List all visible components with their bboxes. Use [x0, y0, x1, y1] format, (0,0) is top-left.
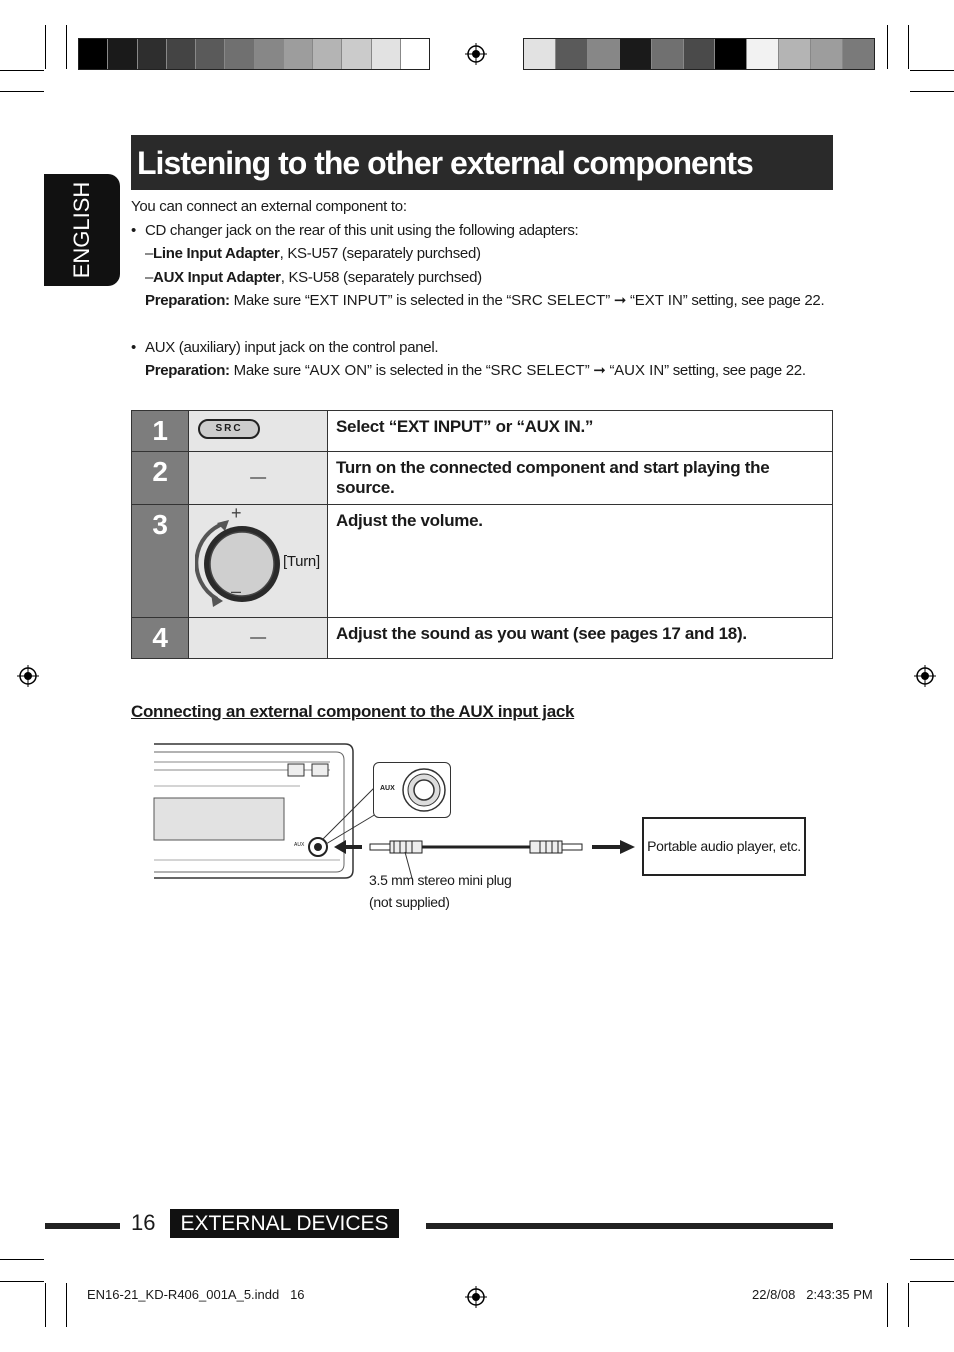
connection-diagram: [150, 740, 820, 920]
color-swatch: [811, 39, 843, 69]
step-image: [189, 452, 328, 505]
empty-dash: —: [250, 469, 266, 486]
preparation-line: [131, 359, 851, 383]
aux-jack-icon: [400, 766, 448, 814]
registration-mark-icon: [465, 43, 487, 65]
plug-caption-line: 3.5 mm stereo mini plug: [369, 872, 512, 888]
intro-bullet: [131, 336, 851, 360]
plug-caption-line: (not supplied): [369, 894, 450, 910]
plug-caption: [369, 869, 512, 913]
crop-mark: [45, 1283, 46, 1327]
prep-text: ” is selected in the “: [367, 362, 491, 379]
callout-lines: [150, 740, 410, 885]
crop-mark: [910, 1281, 954, 1282]
date-imprint: 22/8/08 2:43:35 PM: [752, 1287, 873, 1302]
menu-item: EXT IN: [634, 292, 683, 309]
footer-rule: [45, 1223, 120, 1229]
prep-text: ” is selected in the “: [387, 292, 512, 309]
registration-mark-icon: [17, 665, 39, 687]
registration-mark-icon: [914, 665, 936, 687]
step-number: 3: [132, 505, 189, 618]
arrow-icon: ➞: [613, 292, 627, 309]
footer-rule: [426, 1223, 833, 1229]
src-button-icon: [198, 419, 260, 439]
color-swatch: [372, 39, 401, 69]
step-instruction: Adjust the sound as you want (see pages 17 and 18).: [328, 618, 833, 659]
turn-label: [Turn]: [283, 553, 320, 570]
step-number: 2: [132, 452, 189, 505]
step-row: [132, 505, 833, 618]
portable-player-label: Portable audio player, etc.: [647, 838, 801, 854]
color-swatch: [843, 39, 874, 69]
prep-text: Make sure “: [229, 292, 310, 309]
crop-mark: [910, 91, 954, 92]
file-imprint: EN16-21_KD-R406_001A_5.indd 16: [87, 1287, 305, 1302]
prep-text: ” setting, see page 22.: [682, 292, 825, 309]
color-bar-left: [78, 38, 430, 70]
prep-text: “: [605, 362, 615, 379]
step-image: [189, 505, 328, 618]
color-swatch: [138, 39, 167, 69]
adapter-name: AUX Input Adapter: [153, 268, 281, 286]
plus-mark: +: [231, 503, 242, 523]
color-bar-right: [523, 38, 875, 70]
bullet-dot: •: [131, 338, 136, 356]
intro-block: [131, 195, 851, 383]
intro-lead: You can connect an external component to:: [131, 198, 407, 215]
aux-jack-label: AUX: [380, 785, 395, 792]
color-swatch: [401, 39, 429, 69]
prep-text: ” setting, see page 22.: [664, 362, 806, 379]
step-number: 4: [132, 618, 189, 659]
color-swatch: [747, 39, 779, 69]
step-number: 1: [132, 411, 189, 452]
aux-jack-callout: [373, 762, 451, 818]
crop-mark: [0, 1281, 44, 1282]
crop-mark: [66, 25, 67, 69]
color-swatch: [779, 39, 811, 69]
preparation-label: Preparation:: [145, 292, 230, 309]
section-label: EXTERNAL DEVICES: [170, 1209, 399, 1238]
adapter-info: , KS-U58 (separately purchsed): [280, 268, 482, 286]
color-swatch: [342, 39, 371, 69]
language-tab-label: ENGLISH: [69, 181, 94, 279]
adapter-line: –AUX Input Adapter, KS-U58 (separately purchsed): [145, 268, 482, 286]
step-row: [132, 618, 833, 659]
color-swatch: [79, 39, 108, 69]
steps-table: [131, 410, 833, 659]
arrow-icon: ➞: [593, 362, 606, 379]
crop-mark: [908, 25, 909, 69]
step-instruction: Select “EXT INPUT” or “AUX IN.”: [328, 411, 833, 452]
menu-item: AUX ON: [309, 362, 368, 379]
page-title: Listening to the other external components: [137, 145, 753, 181]
crop-mark: [0, 1259, 44, 1260]
color-swatch: [556, 39, 588, 69]
color-swatch: [313, 39, 342, 69]
crop-mark: [0, 70, 44, 71]
registration-mark-icon: [465, 1286, 487, 1308]
crop-mark: [66, 1283, 67, 1327]
color-swatch: [284, 39, 313, 69]
color-swatch: [715, 39, 747, 69]
color-swatch: [588, 39, 620, 69]
crop-mark: [0, 91, 44, 92]
title-bar: [131, 135, 833, 190]
intro-bullet: [131, 219, 851, 243]
step-row: [132, 411, 833, 452]
prep-text: Make sure “: [229, 362, 310, 379]
crop-mark: [910, 70, 954, 71]
menu-item: AUX IN: [614, 362, 665, 379]
color-swatch: [524, 39, 556, 69]
bullet-text: AUX (auxiliary) input jack on the control panel.: [145, 338, 439, 356]
color-swatch: [684, 39, 716, 69]
color-swatch: [620, 39, 652, 69]
step-instruction: Adjust the volume.: [328, 505, 833, 618]
page-number: 16: [131, 1210, 156, 1235]
color-swatch: [652, 39, 684, 69]
prep-text: “: [626, 292, 635, 309]
section-heading: Connecting an external component to the AUX input jack: [131, 702, 575, 721]
step-instruction: Turn on the connected component and start playing the source.: [328, 452, 833, 505]
portable-player-box: [642, 817, 806, 876]
step-image: [189, 618, 328, 659]
color-swatch: [167, 39, 196, 69]
aux-jack-label-small: AUX: [294, 842, 305, 848]
bullet-dot: •: [131, 221, 136, 239]
empty-dash: —: [250, 629, 266, 646]
step-image: [189, 411, 328, 452]
menu-item: SRC SELECT: [490, 362, 585, 379]
prep-text: ”: [605, 292, 610, 309]
preparation-line: [131, 289, 851, 313]
crop-mark: [45, 25, 46, 69]
minus-mark: –: [231, 581, 241, 601]
preparation-label: Preparation:: [145, 362, 230, 379]
color-swatch: [255, 39, 284, 69]
adapter-info: , KS-U57 (separately purchsed): [279, 245, 481, 262]
crop-mark: [910, 1259, 954, 1260]
language-tab: [44, 174, 120, 286]
color-swatch: [196, 39, 225, 69]
step-row: [132, 452, 833, 505]
crop-mark: [908, 1283, 909, 1327]
crop-mark: [887, 1283, 888, 1327]
cable-plug-icon: [330, 832, 640, 862]
prep-text: ”: [584, 362, 590, 379]
menu-item: SRC SELECT: [511, 292, 606, 309]
color-swatch: [108, 39, 137, 69]
src-button-label: SRC: [215, 423, 243, 434]
adapter-line: –Line Input Adapter, KS-U57 (separately purchsed): [145, 245, 481, 262]
adapter-name: Line Input Adapter: [153, 245, 280, 262]
color-swatch: [225, 39, 254, 69]
bullet-text: CD changer jack on the rear of this unit using the following adapters:: [145, 221, 579, 239]
crop-mark: [887, 25, 888, 69]
menu-item: EXT INPUT: [309, 292, 388, 309]
